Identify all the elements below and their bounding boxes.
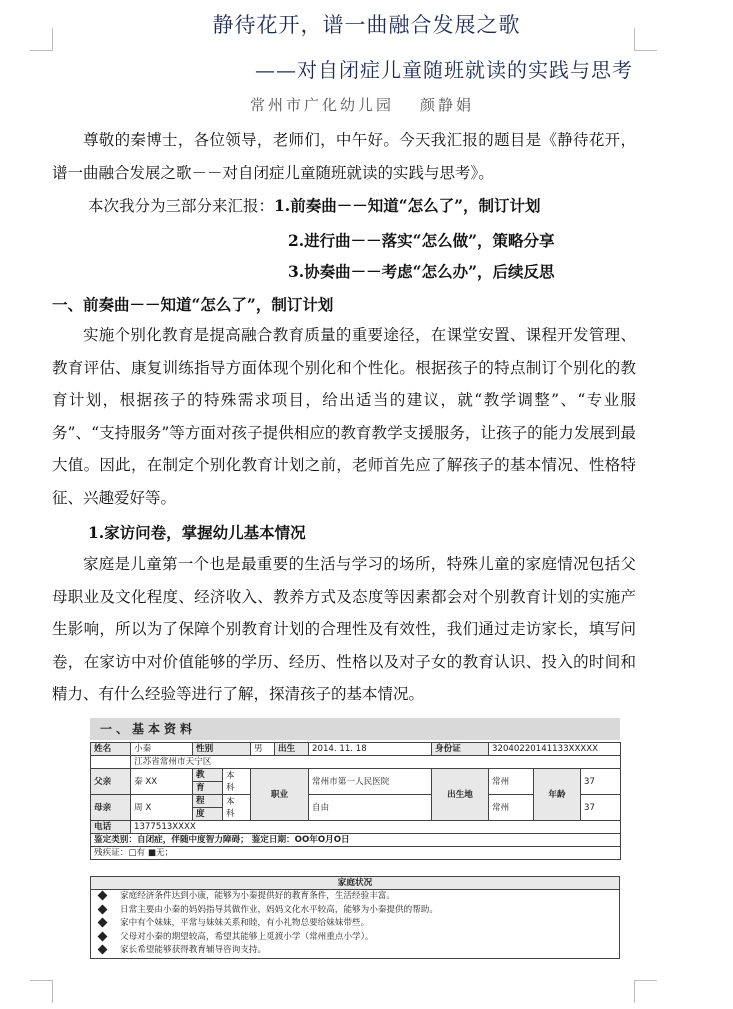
basic-info-table <box>90 742 621 860</box>
mother-edu-1: 本 <box>226 796 235 807</box>
value-father-edu <box>223 769 251 795</box>
intro-paragraph: 尊敬的秦博士，各位领导，老师们，中午好。今天我汇报的题目是《静待花开，谱一曲融合发展之歌－－对自闭症儿童随班就读的实践与思考》。 <box>52 131 636 182</box>
list-item <box>91 931 619 945</box>
family-item-text: 家庭经济条件达到小康，能够为小秦提供好的教育条件，生活经验丰富。 <box>120 891 396 901</box>
label-birth: 出生 <box>275 743 309 756</box>
value-id: 32040220141133XXXXX <box>489 743 621 756</box>
diamond-bullet-icon <box>98 891 108 901</box>
label-father: 父亲 <box>91 769 131 795</box>
value-birth: 2014. 11. 18 <box>309 743 432 756</box>
crop-mark-bottom-left <box>30 980 53 1003</box>
value-disability: 残疾证：□有 ■无； <box>91 847 621 860</box>
family-status-section <box>90 876 620 959</box>
outline-item-1: 1.前奏曲－－知道“怎么了”，制订计划 <box>274 196 541 215</box>
value-father-age: 37 <box>581 769 621 795</box>
table-row <box>91 834 621 847</box>
family-item-text: 家中有个妹妹，平常与妹妹关系和睦，有小礼物总要给妹妹带些。 <box>120 918 370 928</box>
value-father-name: 秦 XX <box>131 769 193 795</box>
label-name: 姓名 <box>91 743 131 756</box>
form-heading: 一、基本资料 <box>90 718 620 740</box>
table-row <box>91 743 621 756</box>
intro-paragraph-block <box>52 124 636 189</box>
family-status-title: 家庭状况 <box>91 877 619 890</box>
author-school: 常州市广化幼儿园 <box>250 96 395 114</box>
list-item <box>91 904 619 918</box>
section-heading: 一、前奏曲－－知道“怎么了”，制订计划 <box>52 295 334 314</box>
value-father-place: 常州 <box>489 769 534 795</box>
value-mother-edu <box>223 795 251 821</box>
value-mother-place: 常州 <box>489 795 534 821</box>
list-item <box>91 944 619 958</box>
outline-item-3: 3.协奏曲－－考虑“怎么办”，后续反思 <box>288 262 555 281</box>
label-mother: 母亲 <box>91 795 131 821</box>
subsection-paragraph-block <box>52 548 636 711</box>
family-item-text: 父母对小秦的期望较高，希望其能够上觅渡小学（常州重点小学）。 <box>120 931 374 942</box>
section-paragraph: 实施个别化教育是提高融合教育质量的重要途径，在课堂安置、课程开发管理、教育评估、康复训练指导方面体现个别化和个性化。根据孩子的特点制订个别化的教育计划，根据孩子的特殊需求项目，给出适当的建议，就“教学调整”、“专业服务”、“支持服务”等方面对孩子提供相应的教育教学支援服务，让孩子的能力发展到最大值。因此，在制定个别化教育计划之前，老师首先应了解孩子的基本情况、性格特征、兴趣爱好等。 <box>52 326 636 507</box>
mother-edu-2: 科 <box>226 808 235 819</box>
table-row <box>91 756 621 769</box>
table-row <box>91 847 621 860</box>
family-item-text: 日常主要由小秦的妈妈指导其做作业，妈妈文化水平较高，能够为小秦提供的帮助。 <box>120 904 438 915</box>
outline-row-1 <box>88 194 541 216</box>
document-title: 静待花开，谱一曲融合发展之歌 <box>212 13 521 37</box>
label-job: 职业 <box>251 769 309 821</box>
diamond-bullet-icon <box>98 918 108 928</box>
document-subtitle: ——对自闭症儿童随班就读的实践与思考 <box>255 58 633 82</box>
crop-mark-bottom-right <box>634 980 657 1003</box>
value-diagnosis: 鉴定类别：自闭症，伴随中度智力障碍； 鉴定日期：OO年O月O日 <box>91 834 621 847</box>
father-edu-1: 本 <box>226 770 235 781</box>
list-item <box>91 890 619 904</box>
father-edu-2: 科 <box>226 782 235 793</box>
value-mother-job: 自由 <box>309 795 432 821</box>
address-blank <box>91 756 131 769</box>
label-edu-1: 教 <box>193 769 223 782</box>
value-address: 江苏省常州市天宁区 <box>131 756 621 769</box>
table-row <box>91 821 621 834</box>
label-edu-2: 育 <box>193 782 223 795</box>
author-name: 颜静娟 <box>420 96 475 114</box>
subsection-paragraph: 家庭是儿童第一个也是最重要的生活与学习的场所，特殊儿童的家庭情况包括父母职业及文化程度、经济收入、教养方式及态度等因素都会对个别教育计划的实施产生影响，所以为了保障个别教育计划的合理性及有效性，我们通过走访家长，填写问卷，在家访中对价值能够的学历、经历、性格以及对子女的教育认识、投入的时间和精力、有什么经验等进行了解，探清孩子的基本情况。 <box>52 555 636 703</box>
diamond-bullet-icon <box>98 945 108 955</box>
label-phone: 电话 <box>91 821 131 834</box>
subsection-heading: 1.家访问卷，掌握幼儿基本情况 <box>88 523 306 542</box>
diamond-bullet-icon <box>98 904 108 914</box>
label-id: 身份证 <box>432 743 489 756</box>
value-father-job: 常州市第一人民医院 <box>309 769 432 795</box>
table-row <box>91 769 621 782</box>
label-age: 年龄 <box>534 769 581 821</box>
value-mother-age: 37 <box>581 795 621 821</box>
family-item-text: 家长希望能够获得教育辅导咨询支持。 <box>120 945 267 955</box>
label-gender: 性别 <box>193 743 251 756</box>
label-edu-3: 程 <box>193 795 223 808</box>
basic-info-form <box>90 718 620 968</box>
diamond-bullet-icon <box>98 931 108 941</box>
label-birthplace: 出生地 <box>432 769 489 821</box>
outline-lead: 本次我分为三部分来汇报： <box>88 197 275 215</box>
outline-item-2: 2.进行曲－－落实“怎么做”，策略分享 <box>288 231 555 250</box>
value-phone: 1377513XXXX <box>131 821 621 834</box>
value-name: 小秦 <box>131 743 193 756</box>
label-edu-4: 度 <box>193 808 223 821</box>
author-line <box>250 94 474 115</box>
value-gender: 男 <box>251 743 275 756</box>
list-item <box>91 917 619 931</box>
section-paragraph-block <box>52 319 636 514</box>
value-mother-name: 周 X <box>131 795 193 821</box>
